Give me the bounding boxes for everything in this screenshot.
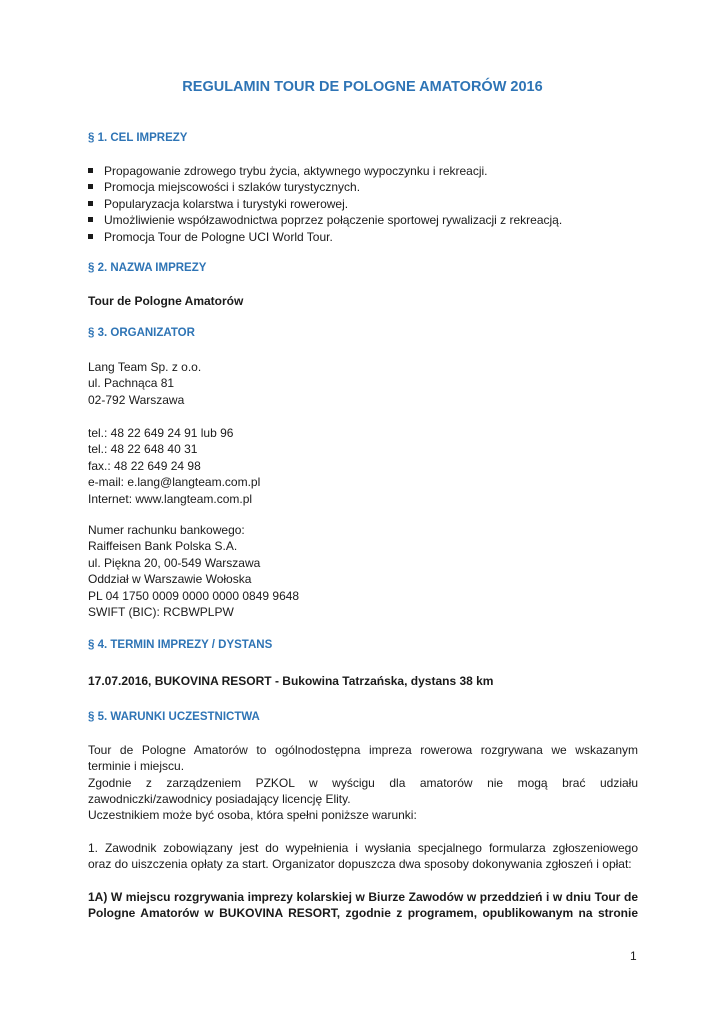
list-item: Umożliwienie współzawodnictwa poprzez połączenie sportowej rywalizacji z rekreacją.: [88, 212, 562, 228]
paragraph-conditions: Uczestnikiem może być osoba, która spełni poniższe warunki:: [88, 808, 417, 822]
page-number: 1: [630, 949, 637, 963]
section-4-heading: § 4. TERMIN IMPREZY / DYSTANS: [88, 639, 273, 651]
list-item: Popularyzacja kolarstwa i turystyki rowerowej.: [88, 196, 562, 212]
square-bullet-icon: [88, 184, 93, 189]
event-name: Tour de Pologne Amatorów: [88, 294, 244, 308]
paragraph-license: Zgodnie z zarządzeniem PZKOL w wyścigu dla amatorów nie mogą brać udziału zawodniczki/zawodnicy posiadający licencję Elity.: [88, 776, 638, 807]
paragraph-option-1a: 1A) W miejscu rozgrywania imprezy kolarskiej w Biurze Zawodów w przeddzień i w dniu Tour de Pologne Amatorów w BUKOVINA RESORT, zgodnie z programem, opublikowanym na stronie: [88, 890, 638, 921]
square-bullet-icon: [88, 201, 93, 206]
section-5-heading: § 5. WARUNKI UCZESTNICTWA: [88, 711, 260, 723]
square-bullet-icon: [88, 217, 93, 222]
section-2-heading: § 2. NAZWA IMPREZY: [88, 262, 207, 274]
section-1-heading: § 1. CEL IMPREZY: [88, 132, 188, 144]
square-bullet-icon: [88, 234, 93, 239]
square-bullet-icon: [88, 168, 93, 173]
event-date-location: 17.07.2016, BUKOVINA RESORT - Bukowina Tatrzańska, dystans 38 km: [88, 674, 494, 688]
organizer-contact: tel.: 48 22 649 24 91 lub 96 tel.: 48 22 648 40 31 fax.: 48 22 649 24 98 e-mail: e.lang@langteam.com.pl Internet: www.langteam.com.pl: [88, 426, 261, 506]
bank-details: Numer rachunku bankowego: Raiffeisen Bank Polska S.A. ul. Piękna 20, 00-549 Warszawa Oddział w Warszawie Wołoska PL 04 1750 0009 0000 0000 0849 9648 SWIFT (BIC): RCBWPLPW: [88, 523, 300, 619]
paragraph-registration: 1. Zawodnik zobowiązany jest do wypełnienia i wysłania specjalnego formularza zgłoszeniowego oraz do uiszczenia opłaty za start. Organizator dopuszcza dwa sposoby dokonywania zgłoszeń i opłat:: [88, 841, 638, 872]
goals-list: [88, 163, 562, 245]
list-item: Promocja Tour de Pologne UCI World Tour.: [88, 229, 562, 245]
list-item: Propagowanie zdrowego trybu życia, aktywnego wypoczynku i rekreacji.: [88, 163, 562, 179]
document-title: REGULAMIN TOUR DE POLOGNE AMATORÓW 2016: [182, 79, 543, 95]
list-item: Promocja miejscowości i szlaków turystycznych.: [88, 179, 562, 195]
paragraph-general: Tour de Pologne Amatorów to ogólnodostępna impreza rowerowa rozgrywana we wskazanym terminie i miejscu.: [88, 743, 638, 774]
section-3-heading: § 3. ORGANIZATOR: [88, 327, 195, 339]
organizer-address: Lang Team Sp. z o.o. ul. Pachnąca 81 02-792 Warszawa: [88, 360, 202, 407]
